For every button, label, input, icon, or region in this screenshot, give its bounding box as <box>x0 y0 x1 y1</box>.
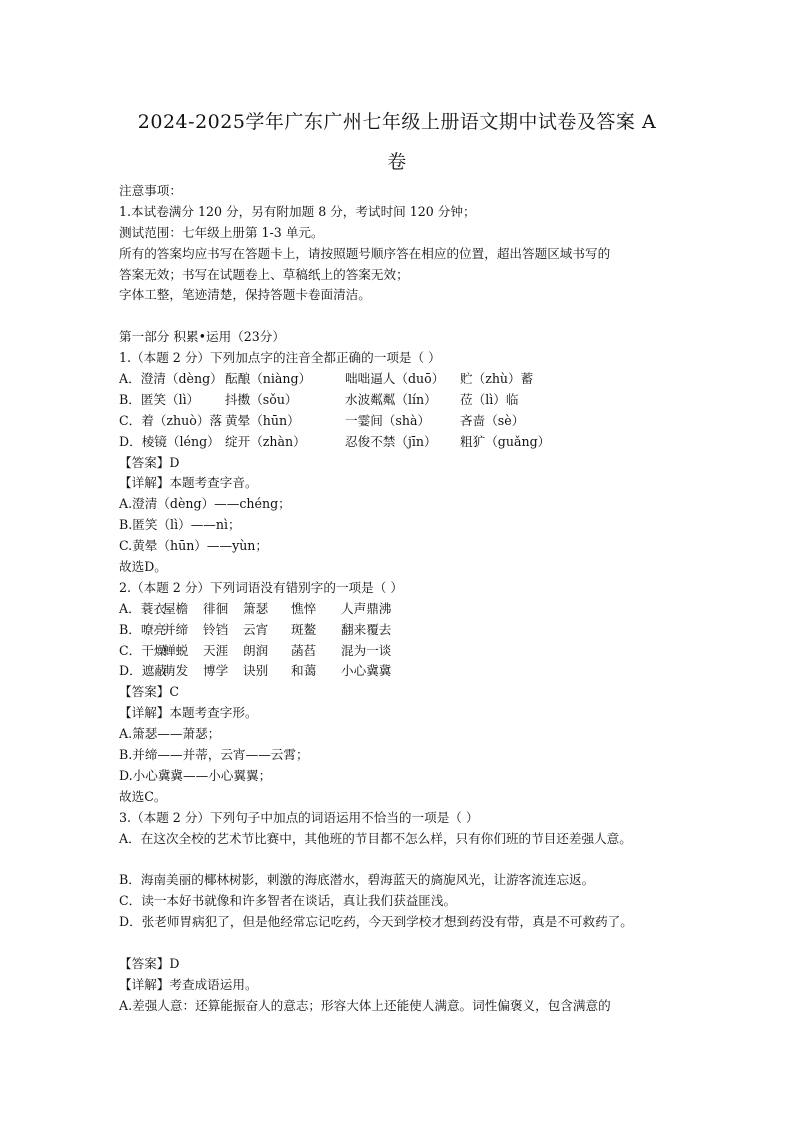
question-option-d: D．张老师胃病犯了，但是他经常忘记吃药，今天到学校才想到药没有带，真是不可救药了。 <box>119 914 633 930</box>
option-item: 贮（zhù）蓄 <box>460 371 534 387</box>
option-item: 和蔼 <box>291 663 317 679</box>
option-item: 水波粼粼（lín） <box>345 391 437 407</box>
option-item: 憔悴 <box>291 600 317 616</box>
answer-line: 【答案】D <box>119 955 180 971</box>
option-item: 铃铛 <box>203 621 229 637</box>
option-item: 咄咄逼人（duō） <box>345 371 445 387</box>
option-item: C．着（zhuò）落 <box>119 412 223 428</box>
answer-line: 【答案】D <box>119 454 180 470</box>
option-item: 绽开（zhàn） <box>225 433 306 449</box>
option-item: A．蓑衣 <box>119 600 166 616</box>
explanation-line: D.小心冀冀——小心翼翼； <box>119 767 272 783</box>
notice-line: 测试范围：七年级上册第 1-3 单元。 <box>119 224 324 240</box>
option-item: 云宵 <box>243 621 269 637</box>
option-item: 翻来覆去 <box>341 621 392 637</box>
option-item: D．遮蔽 <box>119 663 167 679</box>
option-item: C．干燥 <box>119 642 167 658</box>
option-item: 朗润 <box>243 642 269 658</box>
section-heading: 第一部分 积累•运用（23分） <box>119 329 285 345</box>
doc-title-line2: 卷 <box>387 151 407 173</box>
option-item: 吝啬（sè） <box>460 412 525 428</box>
option-item: 酝酿（niàng） <box>225 371 312 387</box>
option-item: 蝉蜕 <box>163 642 189 658</box>
explanation-line: A.箫瑟——萧瑟； <box>119 726 221 742</box>
option-item: B．嘹亮 <box>119 621 167 637</box>
option-item: 并缔 <box>163 621 189 637</box>
explanation-line: B.匿笑（lì）——nì； <box>119 517 241 533</box>
option-item: 斑鳌 <box>291 621 317 637</box>
option-item: 诀别 <box>243 663 269 679</box>
option-item: A．澄清（dèng） <box>119 371 223 387</box>
question-stem: 3.（本题 2 分）下列句子中加点的词语运用不恰当的一项是（ ） <box>119 809 479 825</box>
notice-line: 答案无效；书写在试题卷上、草稿纸上的答案无效； <box>119 266 409 282</box>
answer-line: 【答案】C <box>119 684 180 700</box>
doc-body <box>119 181 699 1017</box>
explanation-line: A.澄清（dèng）——chéng； <box>119 496 291 512</box>
notice-line: 字体工整，笔迹清楚，保持答题卡卷面清洁。 <box>119 287 371 303</box>
question-option-row <box>119 369 699 390</box>
question-option-c: C．读一本好书就像和许多智者在谈话，真让我们获益匪浅。 <box>119 893 457 909</box>
notice-heading: 注意事项： <box>119 183 182 198</box>
option-item: 抖擞（sǒu） <box>225 391 298 407</box>
question-option-b: B．海南美丽的椰林树影，刺激的海底潜水，碧海蓝天的旖旎风光，让游客流连忘返。 <box>119 872 595 888</box>
question-stem: 1.（本题 2 分）下列加点字的注音全都正确的一项是（ ） <box>119 350 441 366</box>
question-stem: 2.（本题 2 分）下列词语没有错别字的一项是（ ） <box>119 579 403 595</box>
explanation-line: 【详解】本题考查字形。 <box>119 705 258 721</box>
explanation-line: C.黄晕（hūn）——yùn； <box>119 538 269 554</box>
question-option-row <box>119 411 699 432</box>
option-item: 屋檐 <box>163 600 189 616</box>
question-option-row <box>119 432 699 453</box>
question-option-row <box>119 599 699 620</box>
option-item: 菡萏 <box>291 642 317 658</box>
option-item: 忍俊不禁（jīn） <box>345 433 437 449</box>
option-item: 箫瑟 <box>243 600 269 616</box>
option-item: 天涯 <box>203 642 229 658</box>
option-item: 一霎间（shà） <box>345 412 431 428</box>
option-item: B．匿笑（lì） <box>119 391 200 407</box>
option-item: D．棱镜（léng） <box>119 433 220 449</box>
option-item: 小心冀冀 <box>341 663 392 679</box>
option-item: 萌发 <box>163 663 189 679</box>
question-option-row <box>119 390 699 411</box>
explanation-line: 【详解】本题考查字音。 <box>119 475 258 491</box>
doc-title-line1: 2024-2025学年广东广州七年级上册语文期中试卷及答案 A <box>137 111 657 133</box>
notice-line: 1.本试卷满分 120 分，另有附加题 8 分，考试时间 120 分钟； <box>119 203 476 219</box>
question-option-row <box>119 661 699 682</box>
option-item: 莅（lì）临 <box>460 391 519 407</box>
explanation-line: A.差强人意：还算能振奋人的意志；形容大体上还能使人满意。词性偏褒义，包含满意的 <box>119 997 611 1013</box>
option-item: 博学 <box>203 663 229 679</box>
notice-line: 所有的答案均应书写在答题卡上，请按照题号顺序答在相应的位置，超出答题区域书写的 <box>119 245 611 261</box>
question-option-row <box>119 641 699 662</box>
explanation-line: B.并缔——并蒂，云宵——云霄； <box>119 747 309 763</box>
option-item: 混为一谈 <box>341 642 392 658</box>
option-item: 徘徊 <box>203 600 229 616</box>
explanation-line: 故选C。 <box>119 788 167 804</box>
explanation-line: 故选D。 <box>119 559 167 575</box>
option-item: 人声鼎沸 <box>341 600 392 616</box>
question-option-row <box>119 620 699 641</box>
explanation-line: 【详解】考查成语运用。 <box>119 976 258 992</box>
option-item: 黄晕（hūn） <box>225 412 300 428</box>
question-option-a: A．在这次全校的艺术节比赛中，其他班的节目都不怎么样，只有你们班的节目还差强人意。 <box>119 830 632 846</box>
option-item: 粗犷（guǎng） <box>460 433 551 449</box>
